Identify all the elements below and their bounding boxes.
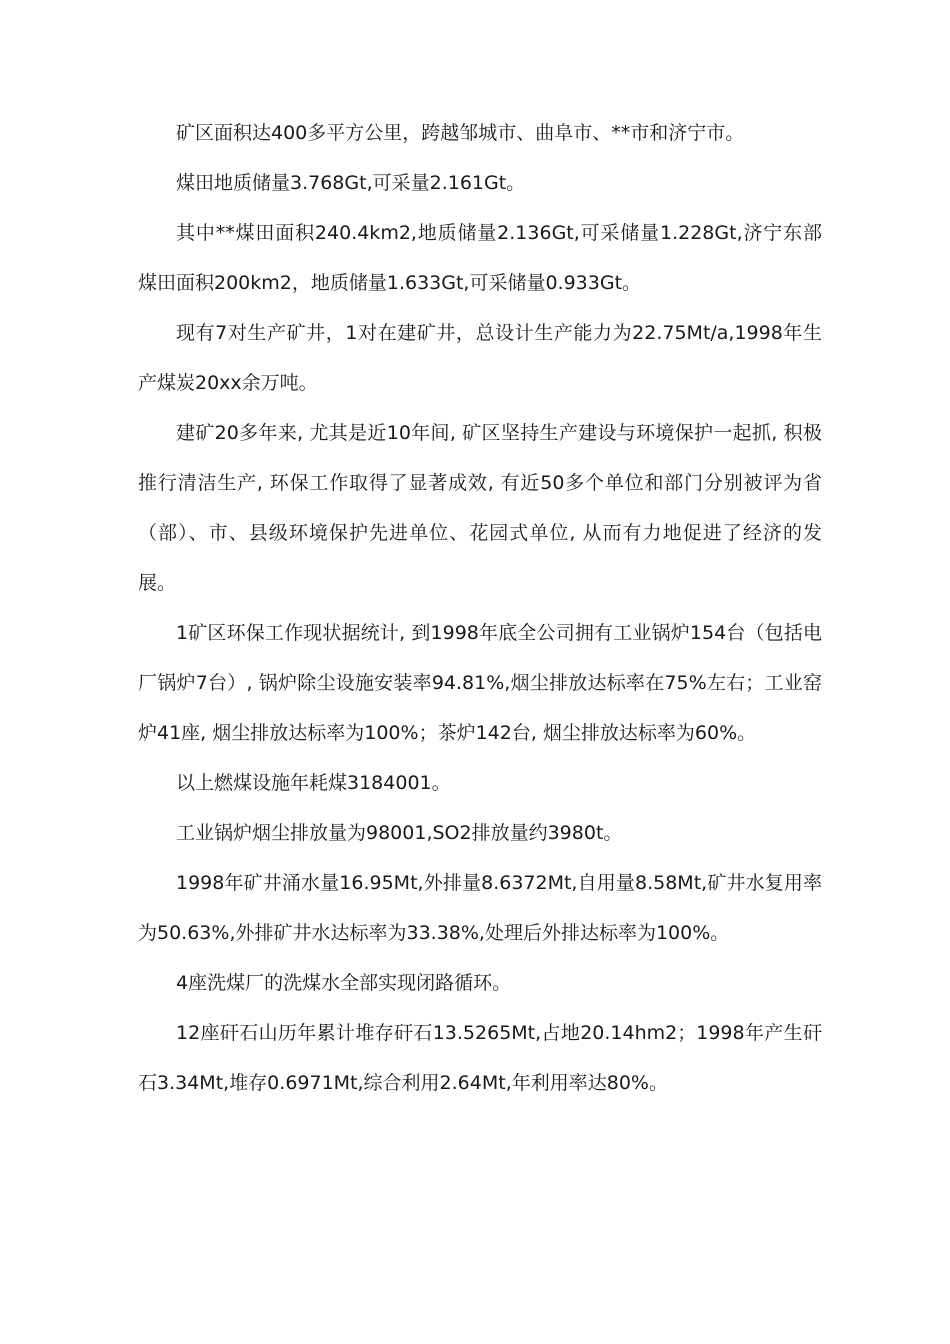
paragraph-coal-washing: 4座洗煤厂的洗煤水全部实现闭路循环。 <box>176 972 512 994</box>
paragraph-environmental-achievements: 建矿20多年来, 尤其是近10年间, 矿区坚持生产建设与环境保护一起抓, 积极推行清洁生产, 环保工作取得了显著成效, 有近50多个单位和部门分别被评为省（部）、市、县级环境保护先进单位、花园式单位, 从而有力地促进了经济的发展。 <box>138 422 822 594</box>
paragraph-mine-water: 1998年矿井涌水量16.95Mt,外排量8.6372Mt,自用量8.58Mt,矿井水复用率为50.63%,外排矿井水达标率为33.38%,处理后外排达标率为100%。 <box>138 872 822 944</box>
paragraph-gangue: 12座矸石山历年累计堆存矸石13.5265Mt,占地20.14hm2；1998年产生矸石3.34Mt,堆存0.6971Mt,综合利用2.64Mt,年利用率达80%。 <box>138 1022 822 1094</box>
document-body <box>138 108 822 1108</box>
paragraph-coalfield-details: 其中**煤田面积240.4km2,地质储量2.136Gt,可采储量1.228Gt,济宁东部煤田面积200km2，地质储量1.633Gt,可采储量0.933Gt。 <box>138 222 822 294</box>
paragraph-boiler-statistics: 1矿区环保工作现状据统计, 到1998年底全公司拥有工业锅炉154台（包括电厂锅炉7台）, 锅炉除尘设施安装率94.81%,烟尘排放达标率在75%左右；工业窑炉41座, 烟尘排放达标率为100%；茶炉142台, 烟尘排放达标率为60%。 <box>138 622 822 744</box>
paragraph-mining-area: 矿区面积达400多平方公里，跨越邹城市、曲阜市、**市和济宁市。 <box>176 122 745 144</box>
paragraph-emissions: 工业锅炉烟尘排放量为98001,SO2排放量约3980t。 <box>176 822 623 844</box>
paragraph-coal-consumption: 以上燃煤设施年耗煤3184001。 <box>176 772 451 794</box>
paragraph-production-mines: 现有7对生产矿井，1对在建矿井，总设计生产能力为22.75Mt/a,1998年生产煤炭20xx余万吨。 <box>138 322 822 394</box>
paragraph-coal-reserves: 煤田地质储量3.768Gt,可采量2.161Gt。 <box>176 172 526 194</box>
